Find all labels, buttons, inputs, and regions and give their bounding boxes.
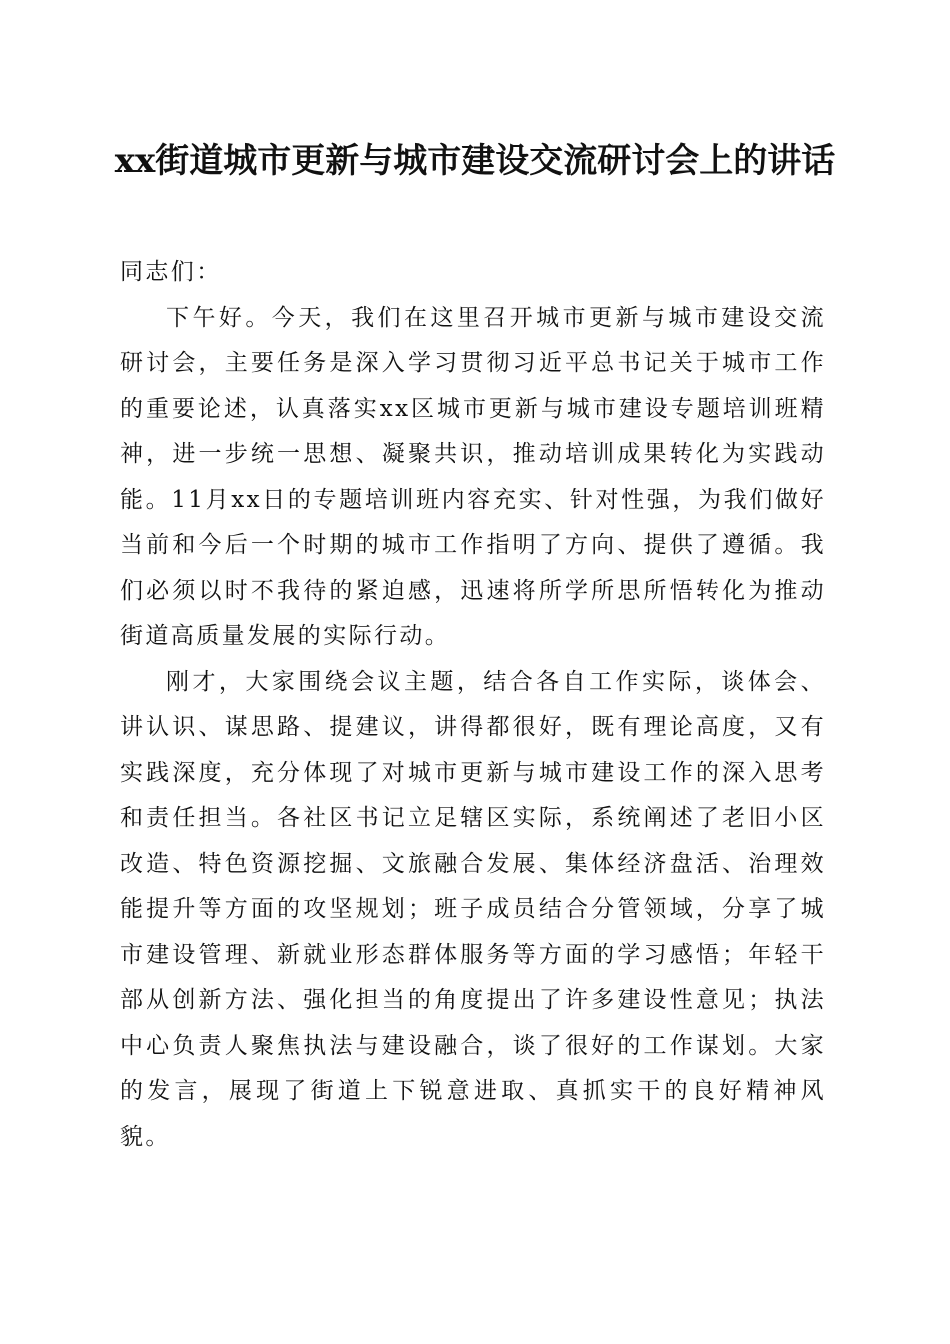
paragraph-1: 下午好。今天，我们在这里召开城市更新与城市建设交流研讨会，主要任务是深入学习贯彻习近平总书记关于城市工作的重要论述，认真落实xx区城市更新与城市建设专题培训班精神，进一步统一思想、凝聚共识，推动培训成果转化为实践动能。11月xx日的专题培训班内容充实、针对性强，为我们做好当前和今后一个时期的城市工作指明了方向、提供了遵循。我们必须以时不我待的紧迫感，迅速将所学所思所悟转化为推动街道高质量发展的实际行动。 xyxy=(120,304,826,649)
document-title: xx街道城市更新与城市建设交流研讨会上的讲话 xyxy=(114,141,836,181)
salutation: 同志们： xyxy=(120,259,222,285)
document-body xyxy=(120,250,826,1160)
paragraph-2: 刚才，大家围绕会议主题，结合各自工作实际，谈体会、讲认识、谋思路、提建议，讲得都很好，既有理论高度，又有实践深度，充分体现了对城市更新与城市建设工作的深入思考和责任担当。各社区书记立足辖区实际，系统阐述了老旧小区改造、特色资源挖掘、文旅融合发展、集体经济盘活、治理效能提升等方面的攻坚规划；班子成员结合分管领域，分享了城市建设管理、新就业形态群体服务等方面的学习感悟；年轻干部从创新方法、强化担当的角度提出了许多建设性意见；执法中心负责人聚焦执法与建设融合，谈了很好的工作谋划。大家的发言，展现了街道上下锐意进取、真抓实干的良好精神风貌。 xyxy=(120,668,826,1150)
